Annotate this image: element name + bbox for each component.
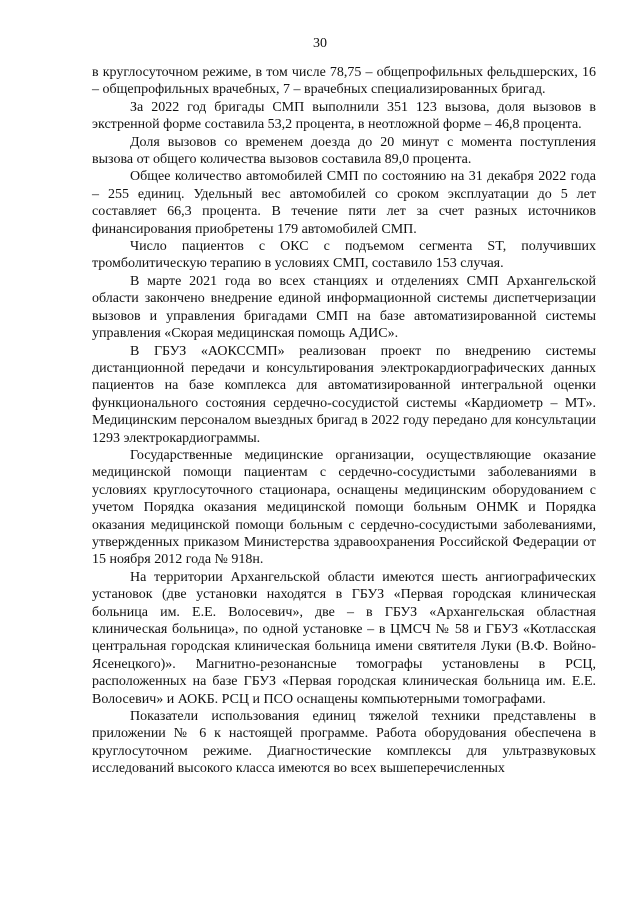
paragraph: За 2022 год бригады СМП выполнили 351 123 вызова, доля вызовов в экстренной форме составила 53,2 процента, в неотложной форме – 46,8 процента.: [92, 99, 596, 133]
paragraph: Показатели использования единиц тяжелой техники представлены в приложении № 6 к настоящей программе. Работа оборудования обеспечена в круглосуточном режиме. Диагностические комплексы для ультразвуковых исследований высокого класса имеются во всех вышеперечисленных: [92, 709, 596, 777]
paragraph: Государственные медицинские организации, осуществляющие оказание медицинской помощи пациентам с сердечно-сосудистыми заболеваниями в условиях круглосуточного стационара, оснащены медицинским оборудованием с учетом Порядка оказания медицинской помощи больным ОНМК и Порядка оказания медицинской помощи больным с сердечно-сосудистыми заболеваниями, утвержденных приказом Министерства здравоохранения Российской Федерации от 15 ноября 2012 года № 918н.: [92, 447, 596, 568]
paragraph: в круглосуточном режиме, в том числе 78,75 – общепрофильных фельдшерских, 16 – общепрофильных врачебных, 7 – врачебных специализированных бригад.: [92, 65, 596, 98]
paragraph: В марте 2021 года во всех станциях и отделениях СМП Архангельской области закончено внедрение единой информационной системы диспетчеризации вызовов и управления бригадами СМП на базе автоматизированной системы управления «Скорая медицинская помощь АДИС».: [92, 273, 596, 342]
paragraph: Число пациентов с ОКС с подъемом сегмента ST, получивших тромболитическую терапию в условиях СМП, составило 153 случая.: [92, 239, 596, 272]
paragraph: Общее количество автомобилей СМП по состоянию на 31 декабря 2022 года – 255 единиц. Удельный вес автомобилей со сроком эксплуатации до 5 лет составляет 66,3 процента. В течение пяти лет за счет разных источников финансирования приобретены 179 автомобилей СМП.: [92, 169, 596, 237]
page-number: 30: [313, 36, 327, 51]
document-body: [92, 64, 596, 778]
paragraph: Доля вызовов со временем доезда до 20 минут с момента поступления вызова от общего количества вызовов составила 89,0 процента.: [92, 134, 596, 168]
paragraph: На территории Архангельской области имеются шесть ангиографических установок (две установки находятся в ГБУЗ «Первая городская клиническая больница им. Е.Е. Волосевич», две – в ГБУЗ «Архангельская областная клиническая больница», по одной установке – в ЦМСЧ № 58 и ГБУЗ «Котласская центральная городская клиническая больница имени святителя Луки (В.Ф. Войно-Ясенецкого)». Магнитно-резонансные томографы установлены в РСЦ, расположенных на базе ГБУЗ «Первая городская клиническая больница им. Е.Е. Волосевич» и АОКБ. РСЦ и ПСО оснащены компьютерными томографами.: [92, 569, 596, 707]
paragraph: В ГБУЗ «АОКССМП» реализован проект по внедрению системы дистанционной передачи и консультирования электрокардиографических данных пациентов на базе комплекса для автоматизированной интегральной оценки функционального состояния сердечно-сосудистой системы «Кардиометр – МТ». Медицинским персоналом выездных бригад в 2022 году передано для консультации 1293 электрокардиограммы.: [92, 343, 596, 446]
